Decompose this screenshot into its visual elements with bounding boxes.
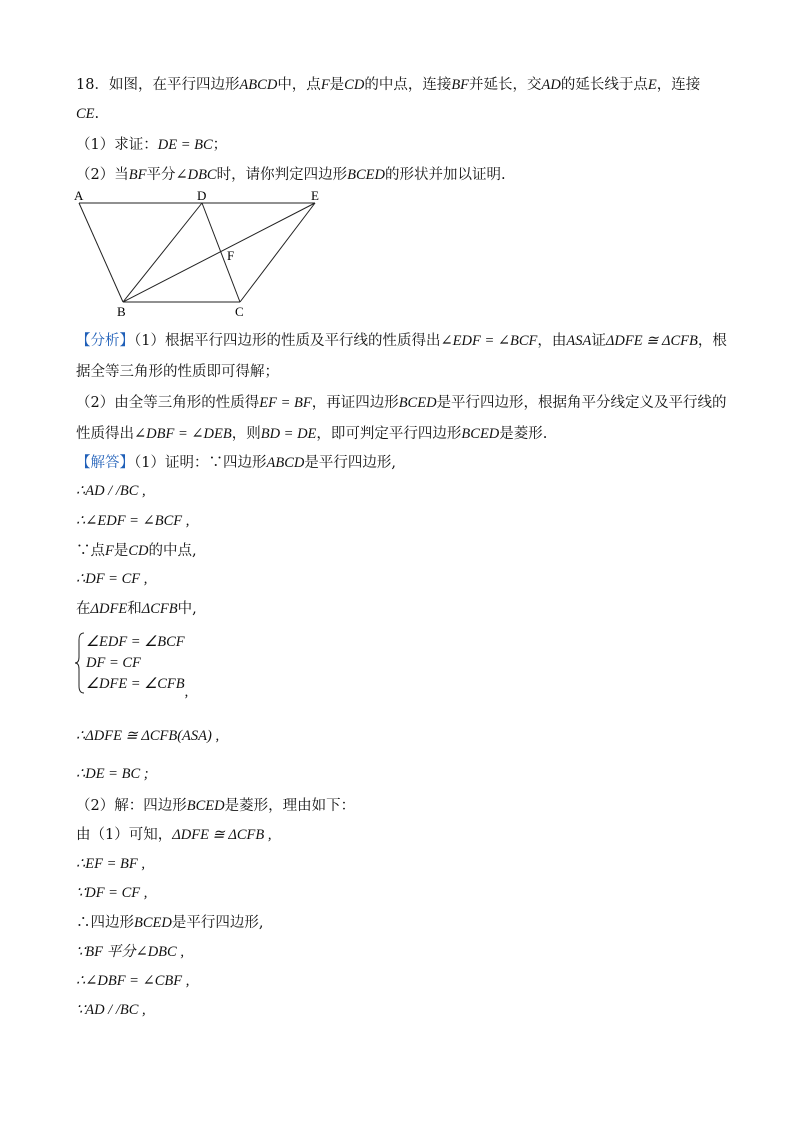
analysis-text: ，再证四边形: [311, 395, 399, 411]
analysis-line-2: [76, 361, 279, 383]
stem-text: 平分: [146, 167, 176, 183]
analysis-tag: 【分析】: [76, 333, 134, 349]
analysis-text: ，由: [537, 333, 567, 349]
stem-text: 的形状并加以证明.: [384, 167, 506, 183]
analysis-text: ，根: [697, 333, 727, 349]
math-expr: ΔDFE ≅ ΔCFB: [605, 333, 698, 349]
solution-line-9: [76, 795, 355, 817]
solution-text: （2）解：四边形: [76, 798, 187, 814]
solution-text: 是: [113, 543, 129, 559]
math-ad: AD: [541, 77, 561, 93]
analysis-text: 是菱形.: [499, 426, 548, 442]
solution-text: 是菱形，理由如下：: [224, 798, 356, 814]
analysis-text: 是平行四边形，根据角平分线定义及平行线的: [436, 395, 727, 411]
stem-text: 时，请你判定四边形: [216, 167, 348, 183]
solution-text: 中,: [177, 601, 197, 617]
solution-line-15: ∴∠DBF = ∠CBF ,: [76, 973, 190, 989]
analysis-text: 性质得出: [76, 426, 134, 442]
math-expr: BCED: [461, 426, 500, 442]
label-a: A: [74, 190, 84, 203]
math-bced: BCED: [347, 167, 385, 183]
question-number: 18．: [76, 77, 109, 93]
part-label: （2）当: [76, 167, 129, 183]
math-bf: BF: [128, 167, 147, 183]
segment-bd: [123, 203, 202, 302]
system-brace: [75, 632, 85, 694]
solution-line-10: [76, 824, 271, 846]
segment-be: [123, 203, 315, 302]
math-expr: ABCD: [266, 455, 305, 471]
solution-text: （1）证明：∵四边形: [134, 455, 267, 471]
question-line-2: [76, 103, 99, 125]
solution-line-5: ∴DF = CF ,: [76, 571, 148, 587]
part-label: （1）求证：: [76, 137, 158, 153]
math-expr: BCED: [186, 798, 225, 814]
question-line-1: [76, 74, 700, 96]
analysis-line-4: [76, 423, 547, 445]
system-comma: ,: [184, 684, 189, 700]
math-cd: CD: [344, 77, 365, 93]
label-b: B: [117, 304, 126, 319]
solution-text: 由（1）可知，: [76, 827, 173, 843]
system-row-text: ∠DFE = ∠CFB: [86, 676, 185, 692]
math-expr: BCED: [134, 915, 172, 931]
question-part-2: [76, 164, 506, 186]
analysis-text: （2）由全等三角形的性质得: [76, 395, 260, 411]
question-part-1: [76, 134, 227, 156]
solution-tag: 【解答】: [76, 455, 134, 471]
solution-line-16: ∵AD / /BC ,: [76, 1002, 146, 1018]
analysis-text: 据全等三角形的性质即可得解；: [76, 364, 279, 380]
solution-line-2: ∴AD / /BC ,: [76, 483, 146, 499]
math-f: F: [320, 77, 330, 93]
solution-line-6: [76, 598, 197, 620]
stem-text: .: [94, 106, 100, 122]
math-expr: BD = DE: [260, 426, 317, 442]
solution-line-12: ∵DF = CF ,: [76, 885, 148, 901]
math-ce: CE: [76, 106, 95, 122]
analysis-text: ，则: [231, 426, 261, 442]
stem-text: 的延长线于点: [560, 77, 648, 93]
math-expr: F: [105, 543, 114, 559]
math-expr: ∠DBF = ∠DEB: [134, 426, 232, 442]
solution-text: 和: [127, 601, 142, 617]
math-expr: ASA: [566, 333, 592, 349]
solution-line-13: [76, 912, 263, 934]
analysis-text: ，即可判定平行四边形: [316, 426, 462, 442]
solution-line-8: ∴DE = BC ;: [76, 766, 149, 782]
segment-ab: [79, 203, 123, 302]
solution-text: ∴四边形: [76, 915, 134, 931]
math-bf: BF: [451, 77, 470, 93]
stem-text: 的中点，连接: [364, 77, 452, 93]
solution-text: 是平行四边形,: [171, 915, 264, 931]
analysis-line-1: [76, 330, 727, 352]
solution-line-3: ∴∠EDF = ∠BCF ,: [76, 513, 190, 529]
stem-text: ，连接: [656, 77, 701, 93]
math-expr: ΔCFB: [141, 601, 178, 617]
math-expr: BCED: [398, 395, 437, 411]
segment-ce: [240, 203, 315, 302]
math-expr: ∠EDF = ∠BCF: [440, 333, 538, 349]
solution-line-7: ∴ΔDFE ≅ ΔCFB(ASA) ,: [76, 728, 220, 744]
geometry-figure: [70, 190, 340, 320]
stem-text: 并延长，交: [469, 77, 542, 93]
solution-line-14: ∵BF 平分∠DBC ,: [76, 944, 184, 960]
label-d: D: [197, 190, 207, 203]
math-e: E: [647, 77, 657, 93]
analysis-text: （1）根据平行四边形的性质及平行线的性质得出: [134, 333, 441, 349]
math-abcd: ABCD: [239, 77, 278, 93]
solution-line-11: ∴EF = BF ,: [76, 856, 145, 872]
segment-dc: [202, 203, 240, 302]
solution-text: 是平行四边形,: [304, 455, 396, 471]
stem-text: 如图，在平行四边形: [108, 77, 240, 93]
stem-text: ；: [212, 137, 228, 153]
label-c: C: [235, 304, 244, 319]
stem-text: 中，点: [277, 77, 321, 93]
math-expr: ΔDFE: [90, 601, 128, 617]
system-row-3: [86, 674, 189, 700]
math-expr: ΔDFE ≅ ΔCFB ,: [172, 827, 272, 843]
analysis-text: 证: [591, 333, 606, 349]
solution-line-1: [76, 452, 396, 474]
solution-text: 的中点,: [148, 543, 197, 559]
solution-text: ∵点: [76, 543, 105, 559]
math-angle: ∠DBC: [175, 167, 217, 183]
solution-text: 在: [76, 601, 91, 617]
math-expr: CD: [128, 543, 149, 559]
analysis-line-3: [76, 392, 727, 414]
math-expr: EF = BF: [259, 395, 312, 411]
system-row-2: DF = CF: [86, 655, 141, 671]
label-f: F: [227, 248, 235, 263]
math-expr: DE = BC: [157, 137, 213, 153]
system-row-1: ∠EDF = ∠BCF: [86, 634, 185, 650]
stem-text: 是: [329, 77, 345, 93]
solution-line-4: [76, 540, 197, 562]
label-e: E: [311, 190, 319, 203]
